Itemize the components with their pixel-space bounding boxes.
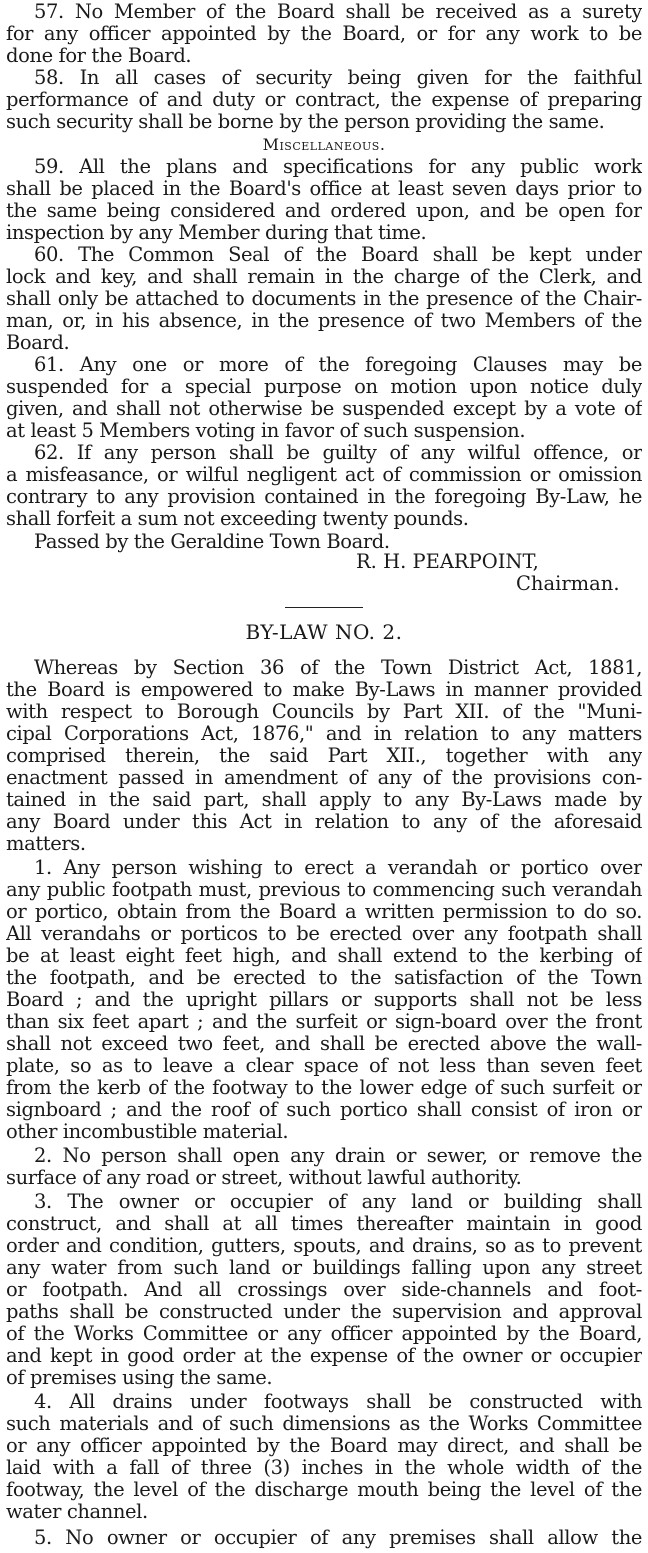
text-line: shall be placed in the Board's office at least seven days prior to <box>6 177 642 200</box>
text-line: or any officer appointed by the Board may direct, and shall be <box>6 1434 642 1457</box>
text-line: be at least eight feet high, and shall extend to the kerbing of <box>6 944 642 967</box>
text-line: a misfeasance, or wilful negligent act of commission or omission <box>6 463 642 486</box>
text-line: inspection by any Member during that time. <box>6 221 427 244</box>
text-line: laid with a fall of three (3) inches in the whole width of the <box>6 1456 642 1479</box>
text-line: lock and key, and shall remain in the charge of the Clerk, and <box>6 265 642 288</box>
section-heading-miscellaneous: Miscellaneous. <box>262 135 386 154</box>
text-line: any public footpath must, previous to commencing such verandah <box>6 878 642 901</box>
text-line: the same being considered and ordered upon, and be open for <box>6 199 642 222</box>
text-line: Whereas by Section 36 of the Town District Act, 1881, <box>34 656 642 679</box>
text-line: enactment passed in amendment of any of the provisions con- <box>6 766 642 789</box>
text-line: of the Works Committee or any officer appointed by the Board, <box>6 1322 642 1345</box>
text-line: 5. No owner or occupier of any premises shall allow the <box>34 1526 642 1549</box>
text-line: 61. Any one or more of the foregoing Clauses may be <box>34 353 642 376</box>
text-line: water channel. <box>6 1500 148 1523</box>
text-line: suspended for a special purpose on motion upon notice duly <box>6 375 642 398</box>
text-line: or portico, obtain from the Board a written permission to do so. <box>6 900 642 923</box>
text-line: 59. All the plans and specifications for any public work <box>34 155 642 178</box>
text-line: 4. All drains under footways shall be constructed with <box>34 1390 642 1413</box>
passed-line: Passed by the Geraldine Town Board. <box>34 530 390 553</box>
text-line: All verandahs or porticos to be erected over any footpath shall <box>6 922 642 945</box>
text-line: and kept in good order at the expense of the owner or occupier <box>6 1344 642 1367</box>
text-line: other incombustible material. <box>6 1120 289 1143</box>
text-line: man, or, in his absence, in the presence of two Members of the <box>6 309 642 332</box>
text-line: 1. Any person wishing to erect a verandah or portico over <box>34 856 642 879</box>
text-line: from the kerb of the footway to the lower edge of such surfeit or <box>6 1076 642 1099</box>
text-line: 3. The owner or occupier of any land or building shall <box>34 1190 642 1213</box>
text-line: footway, the level of the discharge mouth being the level of the <box>6 1478 642 1501</box>
divider-rule <box>285 607 363 608</box>
signatory-name: R. H. PEARPOINT, <box>356 550 539 573</box>
text-line: shall only be attached to documents in the presence of the Chair- <box>6 287 642 310</box>
text-line: the Board is empowered to make By-Laws in manner provided <box>6 678 642 701</box>
text-line: 2. No person shall open any drain or sewer, or remove the <box>34 1144 642 1167</box>
text-line: any Board under this Act in relation to any of the aforesaid <box>6 810 642 833</box>
text-line: construct, and shall at all times thereafter maintain in good <box>6 1212 642 1235</box>
text-line: 60. The Common Seal of the Board shall be kept under <box>34 243 642 266</box>
text-line: paths shall be constructed under the supervision and approval <box>6 1300 642 1323</box>
text-line: with respect to Borough Councils by Part XII. of the "Muni- <box>6 700 642 723</box>
text-line: done for the Board. <box>6 44 192 67</box>
text-line: performance of and duty or contract, the expense of preparing <box>6 88 642 111</box>
text-line: Board ; and the upright pillars or supports shall not be less <box>6 988 642 1011</box>
text-line: given, and shall not otherwise be suspended except by a vote of <box>6 397 642 420</box>
text-line: 62. If any person shall be guilty of any wilful offence, or <box>34 441 642 464</box>
text-line: order and condition, gutters, spouts, and drains, so as to prevent <box>6 1234 642 1257</box>
bylaw-heading: BY-LAW NO. 2. <box>245 620 403 644</box>
text-line: contrary to any provision contained in the foregoing By-Law, he <box>6 485 642 508</box>
text-line: of premises using the same. <box>6 1366 273 1389</box>
text-line: surface of any road or street, without lawful authority. <box>6 1166 522 1189</box>
text-line: than six feet apart ; and the surfeit or sign-board over the front <box>6 1010 642 1033</box>
text-line: 57. No Member of the Board shall be received as a surety <box>34 0 642 23</box>
text-line: at least 5 Members voting in favor of such suspension. <box>6 419 526 442</box>
signatory-title: Chairman. <box>516 572 620 595</box>
text-line: matters. <box>6 832 86 855</box>
text-line: such security shall be borne by the person providing the same. <box>6 110 605 133</box>
text-line: or footpath. And all crossings over side-channels and foot- <box>6 1278 642 1301</box>
text-line: signboard ; and the roof of such portico shall consist of iron or <box>6 1098 642 1121</box>
text-line: for any officer appointed by the Board, or for any work to be <box>6 22 642 45</box>
text-line: shall forfeit a sum not exceeding twenty pounds. <box>6 507 469 530</box>
text-line: cipal Corporations Act, 1876," and in relation to any matters <box>6 722 642 745</box>
text-line: comprised therein, the said Part XII., together with any <box>6 744 642 767</box>
text-line: any water from such land or buildings falling upon any street <box>6 1256 642 1279</box>
text-line: plate, so as to leave a clear space of not less than seven feet <box>6 1054 642 1077</box>
text-line: 58. In all cases of security being given for the faithful <box>34 66 642 89</box>
text-line: shall not exceed two feet, and shall be erected above the wall- <box>6 1032 642 1055</box>
text-line: the footpath, and be erected to the satisfaction of the Town <box>6 966 642 989</box>
text-line: such materials and of such dimensions as the Works Committee <box>6 1412 642 1435</box>
text-line: tained in the said part, shall apply to any By-Laws made by <box>6 788 642 811</box>
text-line: Board. <box>6 331 70 354</box>
